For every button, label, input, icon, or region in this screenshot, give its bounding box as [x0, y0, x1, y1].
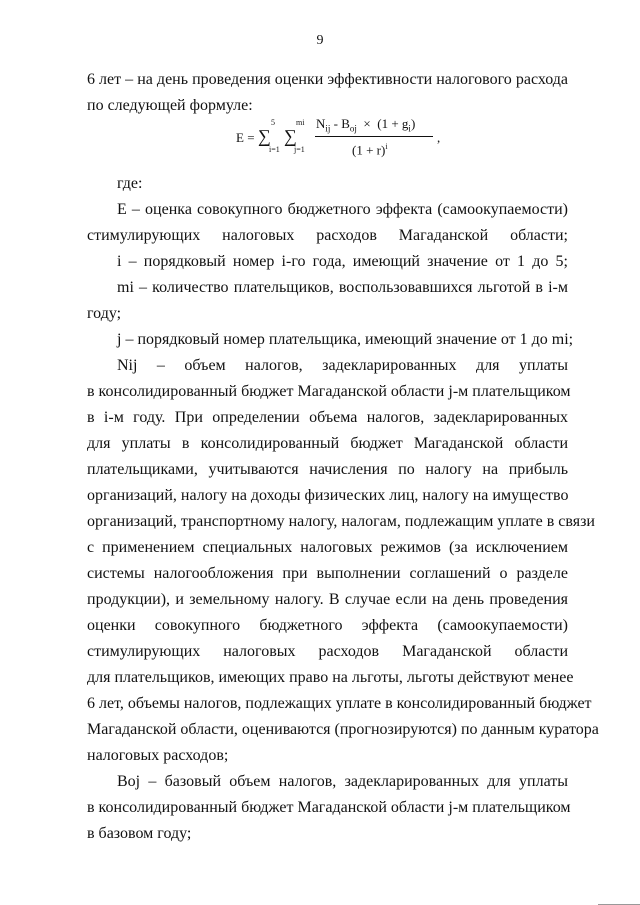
text-line: году;: [87, 305, 122, 322]
text-line: по следующей формуле:: [87, 97, 253, 114]
formula-numerator: $N_{ij} - B_{oj} \times (1 + g_i)$: [316, 116, 416, 134]
sum-j-upper: mi: [296, 118, 305, 127]
sum-i-upper: 5: [271, 118, 275, 127]
text-line: с применением специальных налоговых режимов (за исключением: [87, 539, 568, 556]
text-line: для плательщиков, имеющих право на льготы, льготы действуют менее: [87, 669, 574, 686]
text-line: в базовом году;: [87, 825, 192, 842]
text-line: 6 лет, объемы налогов, подлежащих уплате в консолидированный бюджет: [87, 695, 592, 712]
sum-j-lower: j=1: [294, 145, 305, 154]
text-line: системы налогообложения при выполнении соглашений о разделе: [87, 565, 568, 582]
text-line: в i-м году. При определении объема налогов, задекларированных: [87, 409, 568, 426]
formula-lhs: E =: [236, 130, 255, 145]
sum-i-lower: i=1: [269, 145, 280, 154]
text-line: Boj – базовый объем налогов, задекларированных для уплаты: [117, 773, 568, 790]
text-line: Nij – объем налогов, задекларированных для уплаты: [117, 357, 568, 374]
text-line: стимулирующих налоговых расходов Магаданской области: [87, 643, 568, 660]
text-line: E – оценка совокупного бюджетного эффекта (самоокупаемости): [117, 201, 568, 218]
text-line: продукции), и земельному налогу. В случае если на день проведения: [87, 591, 568, 608]
text-line: организаций, налогу на доходы физических лиц, налогу на имущество: [87, 487, 569, 504]
text-line: mi – количество плательщиков, воспользовавшихся льготой в i-м: [117, 279, 568, 296]
page-number: 9: [316, 33, 324, 48]
text-line: i – порядковый номер i-го года, имеющий значение от 1 до 5;: [117, 253, 568, 270]
text-line: где:: [117, 175, 143, 192]
fraction-bar: [315, 136, 433, 137]
text-line: j – порядковый номер плательщика, имеющий значение от 1 до mi;: [117, 331, 574, 348]
formula: [236, 114, 486, 166]
text-line: организаций, транспортному налогу, налогам, подлежащим уплате в связи: [87, 513, 595, 530]
formula-comma: ,: [437, 130, 441, 145]
text-line: стимулирующих налоговых расходов Магаданской области;: [87, 227, 568, 244]
sum-j-symbol: ∑: [284, 126, 297, 146]
text-line: для уплаты в консолидированный бюджет Магаданской области: [87, 435, 568, 452]
text-line: в консолидированный бюджет Магаданской области j-м плательщиком: [87, 383, 571, 400]
formula-denominator: $(1 + r)^i$: [352, 142, 388, 158]
text-line: в консолидированный бюджет Магаданской области j-м плательщиком: [87, 799, 571, 816]
text-line: 6 лет – на день проведения оценки эффективности налогового расхода: [87, 71, 568, 88]
text-line: Магаданской области, оцениваются (прогнозируются) по данным куратора: [87, 721, 599, 738]
text-line: оценки совокупного бюджетного эффекта (самоокупаемости): [87, 617, 568, 634]
sum-i-symbol: ∑: [258, 126, 271, 146]
text-line: налоговых расходов;: [87, 747, 229, 764]
text-line: плательщиками, учитываются начисления по налогу на прибыль: [87, 461, 568, 478]
